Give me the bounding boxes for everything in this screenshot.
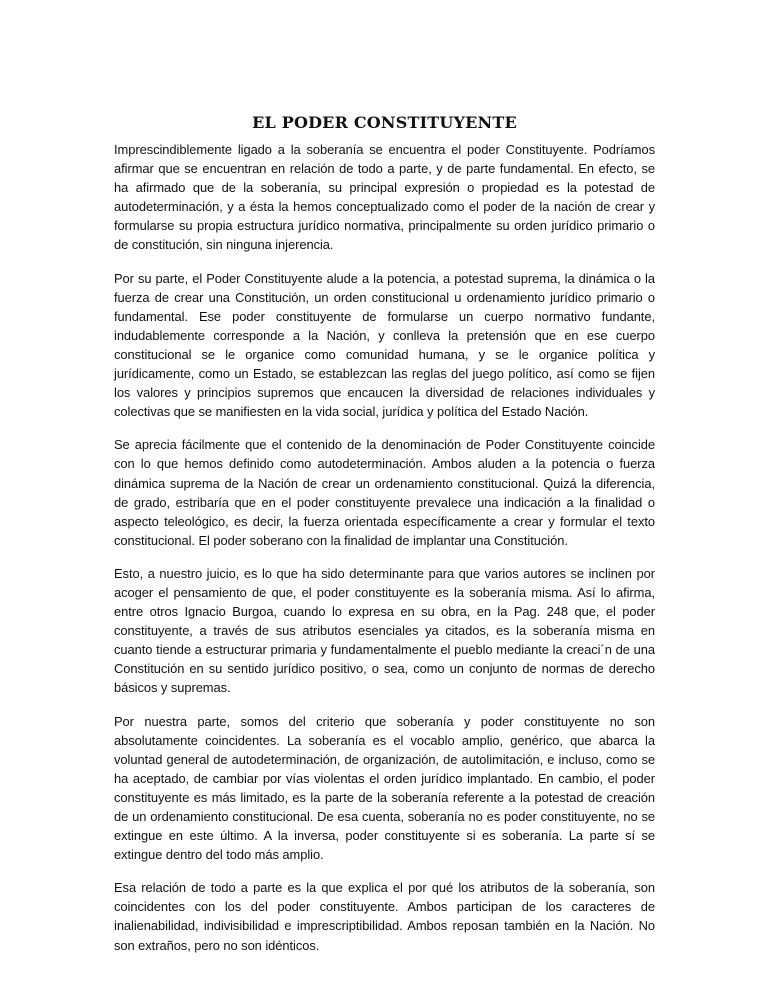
paragraph: Por su parte, el Poder Constituyente alude a la potencia, a potestad suprema, la dinámica o la fuerza de crear una Constitución, un orden constitucional u ordenamiento jurídico primario o fundamental. Ese poder constituyente de formularse un cuerpo normativo fundante, indudablemente corresponde a la Nación, y conlleva la pretensión que en ese cuerpo constitucional se le organice como comunidad humana, y se le organice política y jurídicamente, como un Estado, se establezcan las reglas del juego político, así como se fijen los valores y principios supremos que encaucen la diversidad de relaciones individuales y colectivas que se manifiesten en la vida social, jurídica y política del Estado Nación. xyxy=(114,270,655,420)
paragraph: Por nuestra parte, somos del criterio que soberanía y poder constituyente no son absolutamente coincidentes. La soberanía es el vocablo amplio, genérico, que abarca la voluntad general de autodeterminación, de organización, de autolimitación, e incluso, como se ha aceptado, de cambiar por vías violentas el orden jurídico implantado. En cambio, el poder constituyente es más limitado, es la parte de la soberanía referente a la potestad de creación de un ordenamiento constitucional. De esa cuenta, soberanía no es poder constituyente, no se extingue en este último. A la inversa, poder constituyente si es soberanía. La parte sí se extingue dentro del todo más amplio. xyxy=(114,713,655,863)
paragraph: Se aprecia fácilmente que el contenido de la denominación de Poder Constituyente coincide con lo que hemos definido como autodeterminación. Ambos aluden a la potencia o fuerza dinámica suprema de la Nación de crear un ordenamiento constitucional. Quizá la diferencia, de grado, estribaría que en el poder constituyente prevalece una indicación a la finalidad o aspecto teleológico, es decir, la fuerza orientada específicamente a crear y formular el texto constitucional. El poder soberano con la finalidad de implantar una Constitución. xyxy=(114,437,655,548)
paragraph: Imprescindiblemente ligado a la soberanía se encuentra el poder Constituyente. Podríamos afirmar que se encuentran en relación de todo a parte, y de parte fundamental. En efecto, se ha afirmado que de la soberanía, su principal expresión o propiedad es la potestad de autodeterminación, y a ésta la hemos conceptualizado como el poder de la nación de crear y formularse su propia estructura jurídico normativa, principalmente su orden jurídico primario o de constitución, sin ninguna injerencia. xyxy=(114,142,655,253)
document-page xyxy=(114,112,655,969)
paragraph: Esa relación de todo a parte es la que explica el por qué los atributos de la soberanía, son coincidentes con los del poder constituyente. Ambos participan de los caracteres de inalienabilidad, indivisibilidad e imprescriptibilidad. Ambos reposan también en la Nación. No son extraños, pero no son idénticos. xyxy=(114,880,655,953)
document-title: EL PODER CONSTITUYENTE xyxy=(252,113,517,132)
paragraph: Esto, a nuestro juicio, es lo que ha sido determinante para que varios autores se inclinen por acoger el pensamiento de que, el poder constituyente es la soberanía misma. Así lo afirma, entre otros Ignacio Burgoa, cuando lo expresa en su obra, en la Pag. 248 que, el poder constituyente, a través de sus atributos esenciales ya citados, es la soberanía misma en cuanto tiende a estructurar primaria y fundamentalmente el pueblo mediante la creaci´n de una Constitución en su sentido jurídico positivo, o sea, como un conjunto de normas de derecho básicos y supremas. xyxy=(114,565,655,696)
